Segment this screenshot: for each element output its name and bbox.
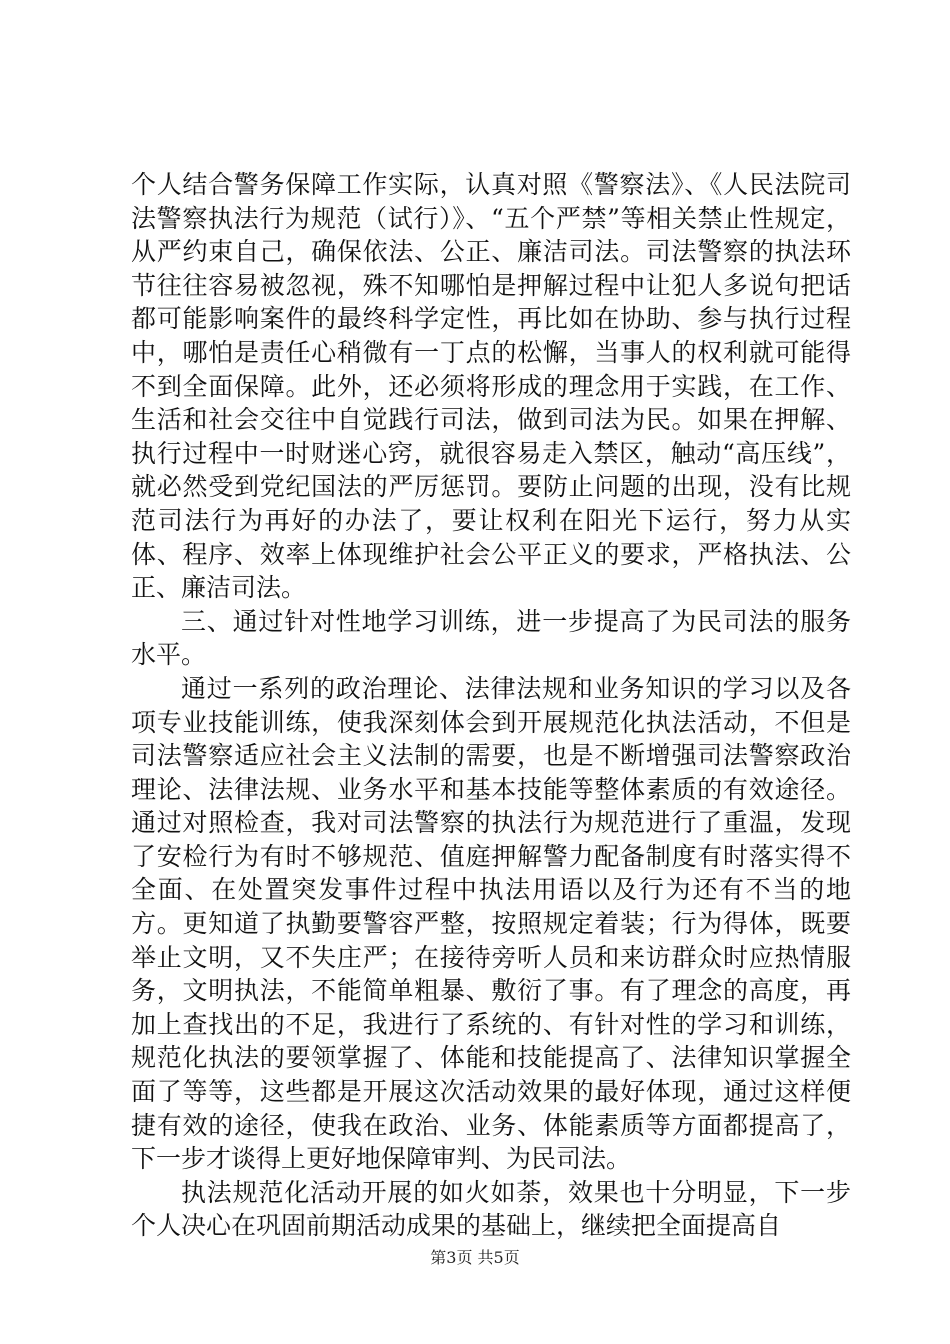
page-number-footer: 第3页 共5页 xyxy=(430,1248,520,1267)
paragraph-1: 个人结合警务保障工作实际，认真对照《警察法》、《人民法院司法警察执法行为规范（试行）》、“五个严禁”等相关禁止性规定，从严约束自己，确保依法、公正、廉洁司法。司法警察的执法环节往往容易被忽视，殊不知哪怕是押解过程中让犯人多说句把话都可能影响案件的最终科学定性，再比如在协助、参与执行过程中，哪怕是责任心稍微有一丁点的松懈，当事人的权利就可能得不到全面保障。此外，还必须将形成的理念用于实践，在工作、生活和社会交往中自觉践行司法，做到司法为民。如果在押解、执行过程中一时财迷心窍，就很容易走入禁区，触动“高压线”，就必然受到党纪国法的严厉惩罚。要防止问题的出现，没有比规范司法行为再好的办法了，要让权利在阳光下运行，努力从实体、程序、效率上体现维护社会公平正义的要求，严格执法、公正、廉洁司法。 xyxy=(131,170,851,603)
paragraph-2: 通过一系列的政治理论、法律法规和业务知识的学习以及各项专业技能训练，使我深刻体会到开展规范化执法活动，不但是司法警察适应社会主义法制的需要，也是不断增强司法警察政治理论、法律法规、业务水平和基本技能等整体素质的有效途径。通过对照检查，我对司法警察的执法行为规范进行了重温，发现了安检行为有时不够规范、值庭押解警力配备制度有时落实得不全面、在处置突发事件过程中执法用语以及行为还有不当的地方。更知道了执勤要警容严整，按照规定着装；行为得体，既要举止文明，又不失庄严；在接待旁听人员和来访群众时应热情服务，文明执法，不能简单粗暴、敷衍了事。有了理念的高度，再加上查找出的不足，我进行了系统的、有针对性的学习和训练，规范化执法的要领掌握了、体能和技能提高了、法律知识掌握全面了等等，这些都是开展这次活动效果的最好体现，通过这样便捷有效的途径，使我在政治、业务、体能素质等方面都提高了，下一步才谈得上更好地保障审判、为民司法。 xyxy=(131,673,851,1174)
document-body xyxy=(131,168,851,1243)
paragraph-3: 执法规范化活动开展的如火如荼，效果也十分明显，下一步个人决心在巩固前期活动成果的基础上，继续把全面提高自 xyxy=(131,1177,851,1241)
section-heading-3: 三、通过针对性地学习训练，进一步提高了为民司法的服务水平。 xyxy=(131,606,851,670)
